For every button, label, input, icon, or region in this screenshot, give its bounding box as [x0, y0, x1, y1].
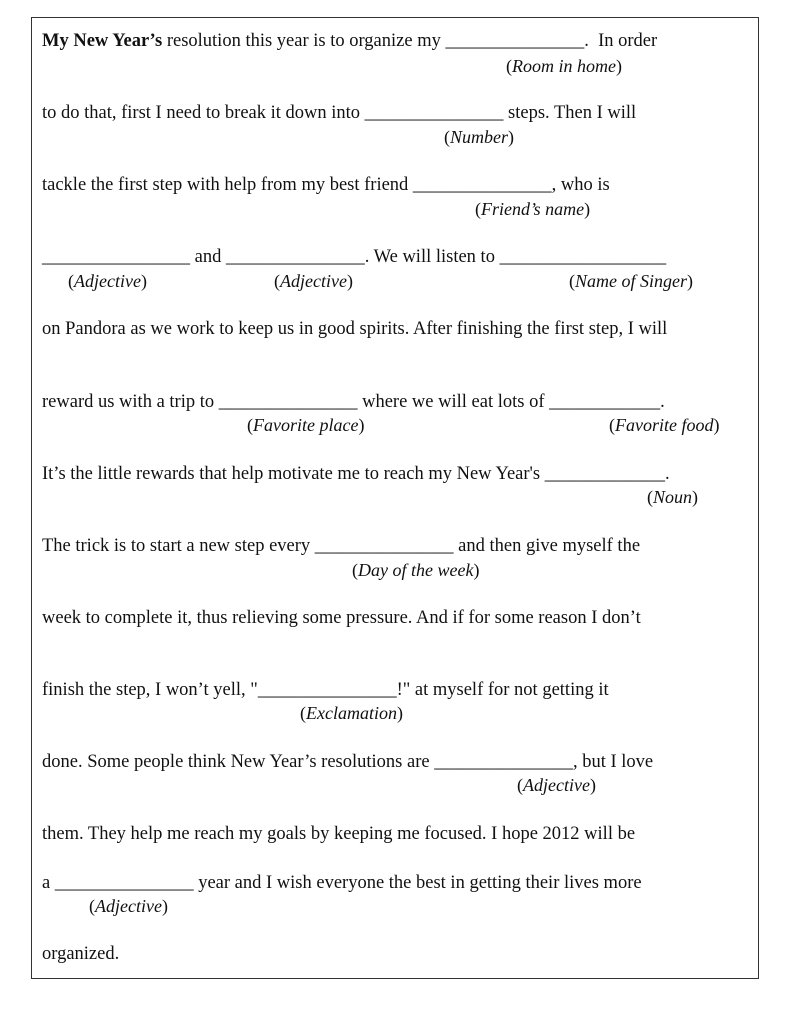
hint-day-text: Day of the week: [358, 560, 474, 580]
line-1-text: resolution this year is to organize my _______________. In order: [162, 31, 658, 51]
text-line-4: ________________ and _______________. We will listen to __________________: [42, 247, 667, 267]
text-line-8: The trick is to start a new step every _______________ and then give myself the: [42, 536, 641, 556]
hint-adjective-1: (Adjective): [68, 271, 147, 291]
hint-singer: (Name of Singer): [569, 271, 693, 291]
hint-adjective-2: (Adjective): [274, 271, 353, 291]
text-line-7: It’s the little rewards that help motivate me to reach my New Year's _____________.: [42, 464, 670, 484]
hint-adjective-3-text: Adjective: [523, 775, 590, 795]
hint-exclamation: (Exclamation): [300, 703, 403, 723]
text-line-1: [42, 30, 657, 52]
hint-adjective-3: (Adjective): [517, 775, 596, 795]
hint-number-text: Number: [450, 127, 508, 147]
hint-place-text: Favorite place: [253, 415, 359, 435]
hint-room: (Room in home): [506, 56, 622, 76]
hint-exclamation-text: Exclamation: [306, 703, 397, 723]
text-line-6: reward us with a trip to _______________ where we will eat lots of ____________.: [42, 392, 665, 412]
title-bold: My New Year’s: [42, 31, 163, 51]
hint-friend: (Friend’s name): [475, 199, 591, 219]
text-line-9: week to complete it, thus relieving some pressure. And if for some reason I don’t: [42, 608, 641, 628]
hint-adjective-4: (Adjective): [89, 896, 168, 916]
hint-adjective-1-text: Adjective: [74, 271, 141, 291]
text-line-5: on Pandora as we work to keep us in good spirits. After finishing the first step, I will: [42, 319, 668, 339]
text-line-11: done. Some people think New Year’s resolutions are _______________, but I love: [42, 752, 654, 772]
hint-day: (Day of the week): [352, 560, 480, 580]
hint-food-text: Favorite food: [615, 415, 714, 435]
hint-number: (Number): [444, 127, 514, 147]
text-line-12: them. They help me reach my goals by keeping me focused. I hope 2012 will be: [42, 824, 636, 844]
hint-adjective-4-text: Adjective: [95, 896, 162, 916]
hint-adjective-2-text: Adjective: [280, 271, 347, 291]
hint-friend-text: Friend’s name: [481, 199, 585, 219]
hint-food: (Favorite food): [609, 415, 720, 435]
text-line-13: a _______________ year and I wish everyone the best in getting their lives more: [42, 873, 642, 893]
hint-singer-text: Name of Singer: [575, 271, 687, 291]
text-line-2: to do that, first I need to break it down into _______________ steps. Then I will: [42, 103, 637, 123]
text-line-3: tackle the first step with help from my best friend _______________, who is: [42, 175, 610, 195]
hint-place: (Favorite place): [247, 415, 365, 435]
hint-room-text: Room in home: [512, 56, 616, 76]
hint-noun: (Noun): [647, 487, 699, 507]
text-line-10: finish the step, I won’t yell, "_______________!" at myself for not getting it: [42, 680, 609, 700]
text-line-14: organized.: [42, 944, 120, 964]
hint-noun-text: Noun: [653, 487, 693, 507]
